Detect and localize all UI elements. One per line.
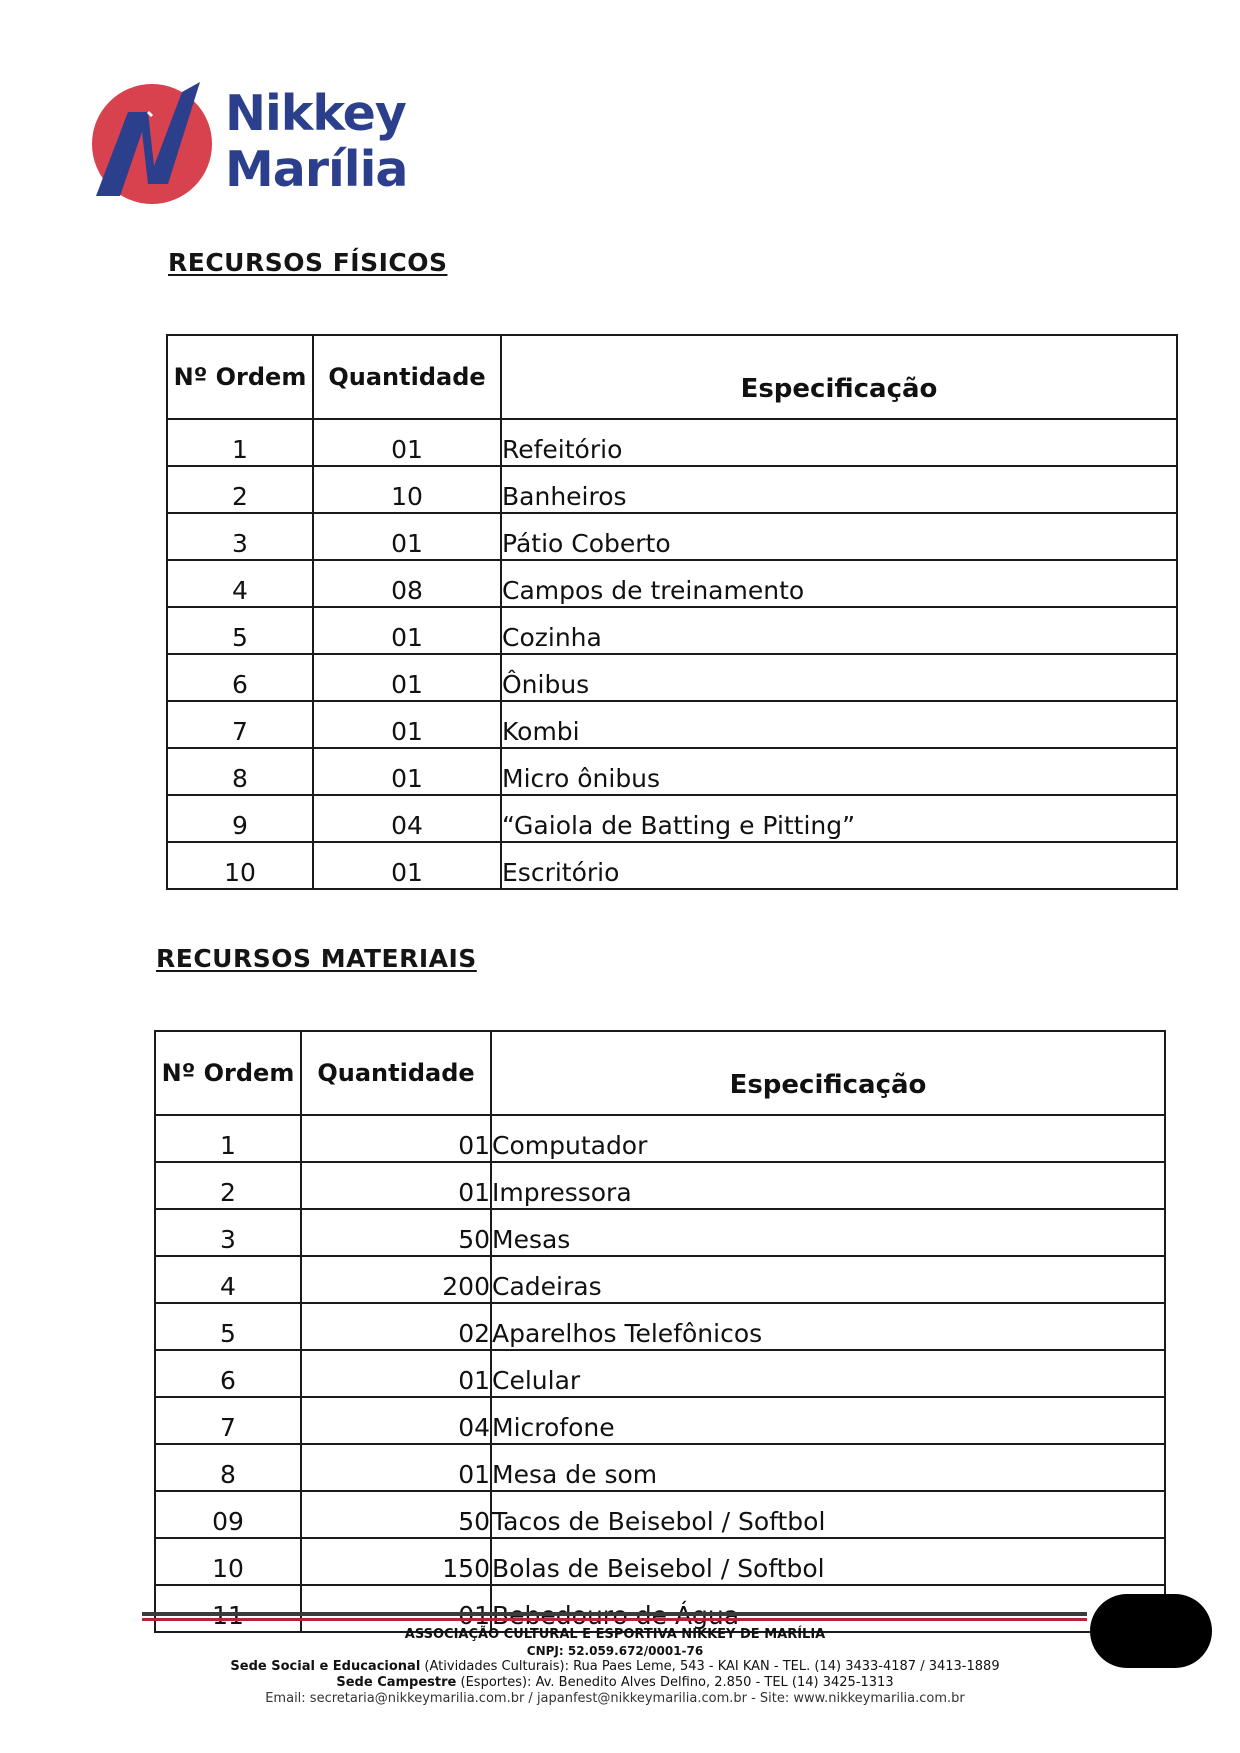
table-row [167,795,1177,842]
table-row [167,607,1177,654]
section-title-fisicos: RECURSOS FÍSICOS [168,248,448,277]
cell-quantidade: 150 [301,1538,491,1585]
table-header-row [155,1031,1165,1115]
table-row [155,1491,1165,1538]
cell-ordem: 2 [155,1162,301,1209]
table-row [167,560,1177,607]
cell-ordem: 8 [167,748,313,795]
cell-especificacao: Microfone [491,1397,1165,1444]
table-row [167,513,1177,560]
cell-quantidade [301,1585,491,1632]
footer-divider-dark [142,1612,1087,1616]
cell-especificacao: Campos de treinamento [501,560,1177,607]
cell-ordem: 4 [167,560,313,607]
cell-quantidade: 200 [301,1256,491,1303]
cell-especificacao: Cozinha [501,607,1177,654]
cell-ordem: 10 [167,842,313,889]
cell-quantidade: 02 [301,1303,491,1350]
cell-especificacao: Impressora [491,1162,1165,1209]
cell-ordem: 8 [155,1444,301,1491]
redaction-mark [1090,1594,1212,1668]
cell-ordem: 1 [155,1115,301,1162]
table-row [167,419,1177,466]
header-ordem: Nº Ordem [155,1031,301,1115]
table-row [167,748,1177,795]
cell-quantidade: 50 [301,1209,491,1256]
cell-especificacao: Tacos de Beisebol / Softbol [491,1491,1165,1538]
cell-ordem: 09 [155,1491,301,1538]
cell-quantidade: 01 [301,1162,491,1209]
cell-ordem: 6 [155,1350,301,1397]
footer-sede-campestre-text: (Esportes): Av. Benedito Alves Delfino, 2.850 - TEL (14) 3425-1313 [456,1675,894,1690]
cell-especificacao: Kombi [501,701,1177,748]
cell-ordem: 9 [167,795,313,842]
table-row [155,1397,1165,1444]
cell-quantidade: 04 [313,795,501,842]
cell-quantidade: 01 [313,654,501,701]
table-row [155,1444,1165,1491]
cell-ordem: 7 [167,701,313,748]
cell-quantidade: 01 [301,1444,491,1491]
cell-especificacao: Mesas [491,1209,1165,1256]
cell-ordem: 10 [155,1538,301,1585]
cell-quantidade: 04 [301,1397,491,1444]
cell-quantidade: 08 [313,560,501,607]
cell-quantidade: 01 [313,607,501,654]
header-ordem: Nº Ordem [167,335,313,419]
cell-ordem: 6 [167,654,313,701]
table-row [167,842,1177,889]
cell-quantidade: 01 [301,1350,491,1397]
cell-especificacao: Banheiros [501,466,1177,513]
header-quantidade: Quantidade [301,1031,491,1115]
table-row [155,1303,1165,1350]
table-row [155,1350,1165,1397]
footer-sede-social-text: (Atividades Culturais): Rua Paes Leme, 543 - KAI KAN - TEL. (14) 3433-4187 / 3413-1889 [420,1659,1000,1674]
cell-especificacao: Bolas de Beisebol / Softbol [491,1538,1165,1585]
cell-especificacao: Ônibus [501,654,1177,701]
cell-especificacao: Mesa de som [491,1444,1165,1491]
cell-ordem: 5 [167,607,313,654]
table-row [167,654,1177,701]
cell-ordem [155,1585,301,1632]
table-row [155,1538,1165,1585]
footer-divider-red [142,1618,1087,1621]
cell-especificacao: Celular [491,1350,1165,1397]
footer-org-name: ASSOCIAÇÃO CULTURAL E ESPORTIVA NIKKEY DE MARÍLIA [404,1627,826,1642]
logo-text [225,86,407,198]
table-materiais [154,1030,1166,1633]
cell-especificacao: Pátio Coberto [501,513,1177,560]
footer-sede-social [140,1659,1090,1675]
footer-sede-campestre [140,1675,1090,1691]
table-row [155,1585,1165,1632]
cell-ordem: 5 [155,1303,301,1350]
header-especificacao: Especificação [491,1031,1165,1115]
footer-contact-line: Email: secretaria@nikkeymarilia.com.br / japanfest@nikkeymarilia.com.br - Site: www.nikkeymarilia.com.br [265,1691,965,1706]
logo-mark [90,78,220,208]
header-quantidade: Quantidade [313,335,501,419]
table-row [155,1162,1165,1209]
footer-sede-campestre-label: Sede Campestre [336,1675,457,1690]
cell-ordem: 3 [167,513,313,560]
cell-especificacao [491,1585,1165,1632]
cell-quantidade: 01 [313,419,501,466]
logo [90,78,420,208]
logo-line1: Nikkey [225,85,406,142]
cell-especificacao: Aparelhos Telefônicos [491,1303,1165,1350]
table-row [155,1209,1165,1256]
cell-quantidade: 01 [301,1115,491,1162]
cell-especificacao: Escritório [501,842,1177,889]
cell-especificacao: Micro ônibus [501,748,1177,795]
table-row [167,466,1177,513]
table-fisicos [166,334,1178,890]
cell-quantidade: 01 [313,513,501,560]
section-title-materiais: RECURSOS MATERIAIS [156,944,477,973]
cell-especificacao: Refeitório [501,419,1177,466]
cell-quantidade: 50 [301,1491,491,1538]
cell-ordem: 2 [167,466,313,513]
cell-ordem: 3 [155,1209,301,1256]
cell-especificacao: “Gaiola de Batting e Pitting” [501,795,1177,842]
cell-ordem: 4 [155,1256,301,1303]
cell-ordem: 7 [155,1397,301,1444]
cell-quantidade: 01 [313,701,501,748]
cell-quantidade: 10 [313,466,501,513]
footer-sede-social-label: Sede Social e Educacional [230,1659,421,1674]
cell-especificacao: Computador [491,1115,1165,1162]
table-header-row [167,335,1177,419]
cell-quantidade: 01 [313,842,501,889]
cell-ordem: 1 [167,419,313,466]
footer-cnpj: CNPJ: 52.059.672/0001-76 [526,1644,704,1658]
table-row [167,701,1177,748]
table-row [155,1256,1165,1303]
cell-quantidade: 01 [313,748,501,795]
logo-line2: Marília [225,141,408,198]
table-row [155,1115,1165,1162]
cell-especificacao: Cadeiras [491,1256,1165,1303]
header-especificacao: Especificação [501,335,1177,419]
